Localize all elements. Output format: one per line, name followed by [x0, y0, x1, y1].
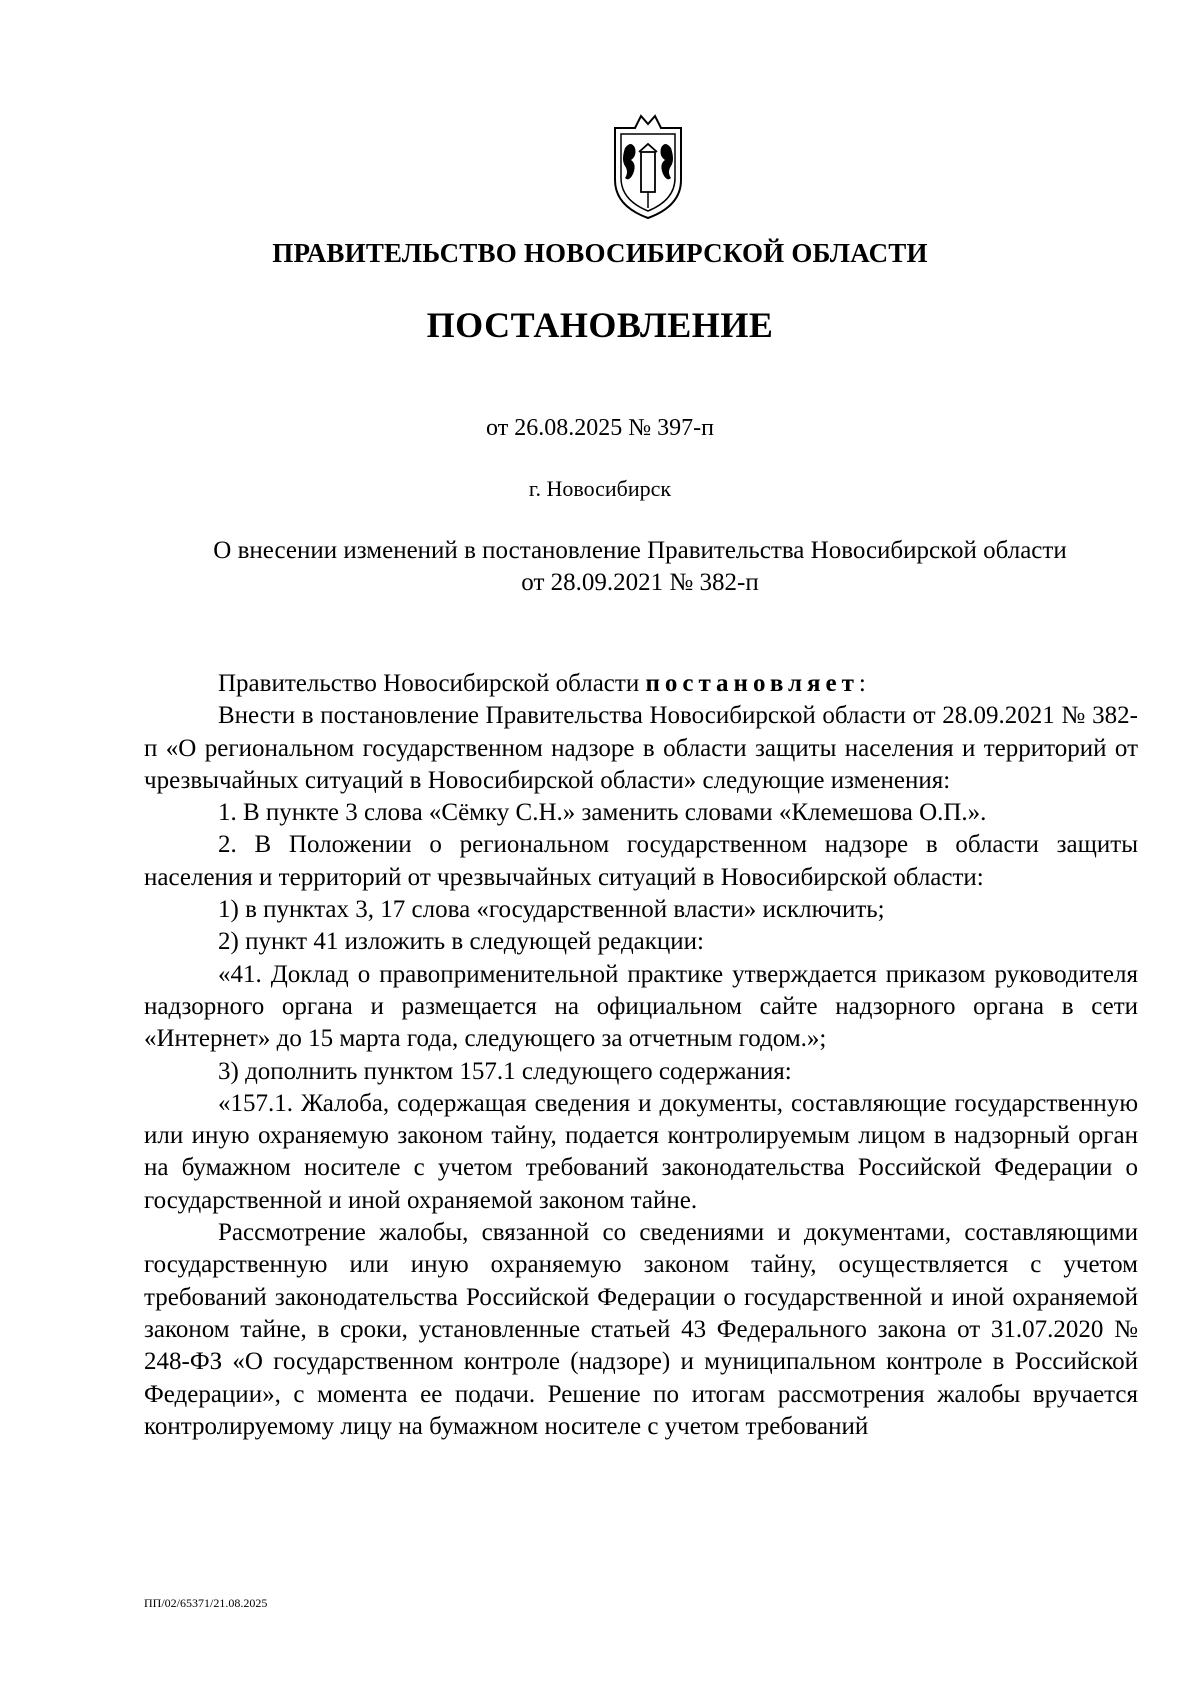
subject-line: от 28.09.2021 № 382-п — [521, 569, 759, 596]
city: г. Новосибирск — [528, 476, 672, 501]
decree-word: постановляет — [645, 670, 859, 697]
organization-name: ПРАВИТЕЛЬСТВО НОВОСИБИРСКОЙ ОБЛАСТИ — [272, 238, 928, 268]
intro-paragraph — [144, 668, 1138, 700]
body-paragraph: «41. Доклад о правоприменительной практике утверждается приказом руководителя надзорного органа и размещается на официальном сайте надзорного органа в сети «Интернет» до 15 марта года, следующего за отчетным годом.»; — [144, 960, 1138, 1053]
body-paragraph: Рассмотрение жалобы, связанной со сведениями и документами, составляющими государственную или иную охраняемую законом тайну, осуществляется с учетом требований законодательства Российской Федерации о государственной и иной охраняемой законом тайне, в сроки, установленные статьей 43 Федерального закона от 31.07.2020 № 248-ФЗ «О государственном контроле (надзоре) и муниципальном контроле в Российской Федерации», с момента ее подачи. Решение по итогам рассмотрения жалобы вручается контролируемому лицу на бумажном носителе с учетом требований — [144, 1219, 1138, 1440]
body-paragraph: 2. В Положении о региональном государственном надзоре в области защиты населения и территорий от чрезвычайных ситуаций в Новосибирской области: — [144, 831, 1138, 891]
date-and-number: от 26.08.2025 № 397-п — [486, 415, 714, 441]
body-paragraph: Внести в постановление Правительства Новосибирской области от 28.09.2021 № 382-п «О региональном государственном надзоре в области защиты населения и территорий от чрезвычайных ситуаций в Новосибирской области» следующие изменения: — [144, 702, 1138, 794]
body-paragraph: 1. В пункте 3 слова «Сёмку С.Н.» заменить словами «Клемешова О.П.». — [218, 799, 987, 827]
body-paragraph: 1) в пунктах 3, 17 слова «государственной власти» исключить; — [218, 896, 885, 924]
document-type: ПОСТАНОВЛЕНИЕ — [426, 305, 774, 345]
body-paragraph: 3) дополнить пунктом 157.1 следующего содержания: — [218, 1057, 792, 1085]
coat-of-arms-icon — [603, 112, 693, 222]
body-paragraph: 2) пункт 41 изложить в следующей редакции: — [218, 928, 704, 956]
body-paragraph: «157.1. Жалоба, содержащая сведения и документы, составляющие государственную или иную охраняемую законом тайну, подается контролируемым лицом в надзорный орган на бумажном носителе с учетом требований законодательства Российской Федерации о государственной и иной охраняемой законом тайне. — [144, 1089, 1138, 1214]
intro-colon: : — [858, 670, 866, 697]
document-code: ПП/02/65371/21.08.2025 — [144, 1596, 268, 1610]
document-body — [144, 668, 1138, 1443]
subject-line: О внесении изменений в постановление Правительства Новосибирской области — [213, 537, 1067, 564]
intro-text: Правительство Новосибирской области — [218, 670, 646, 697]
document-subject — [140, 535, 1140, 599]
